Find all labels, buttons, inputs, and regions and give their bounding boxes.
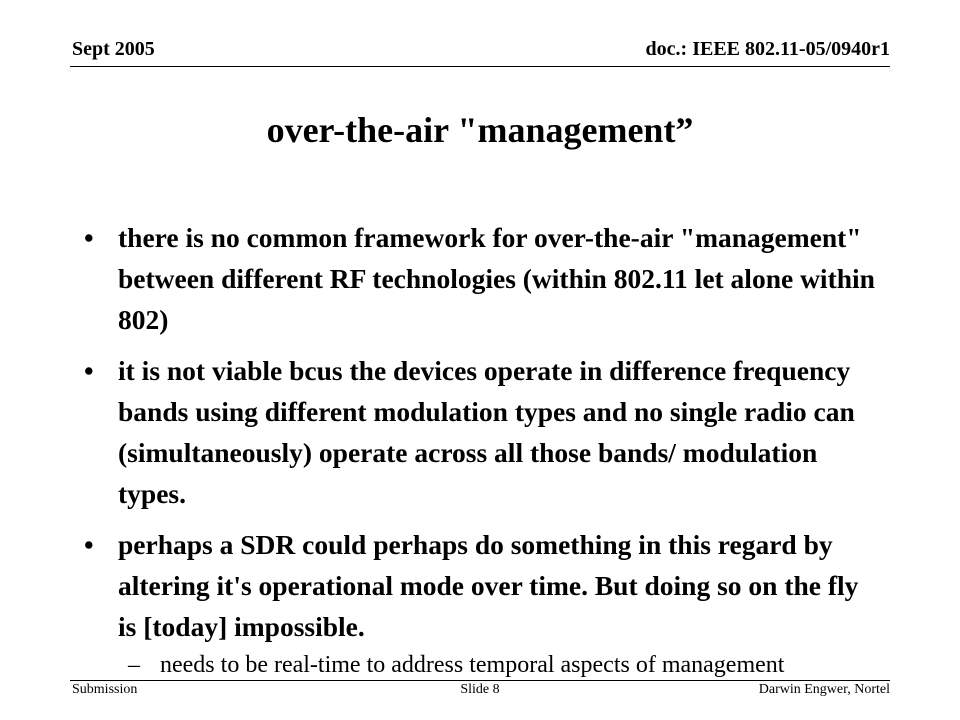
bullet-marker: •	[84, 222, 94, 253]
footer-author: Darwin Engwer, Nortel	[758, 682, 890, 697]
bullet-item	[80, 217, 880, 340]
bullet-marker: •	[84, 355, 94, 386]
bullet-text: there is no common framework for over-the-air "management" between different RF technologies (within 802.11 let alone within 802)	[118, 222, 875, 335]
header-date: Sept 2005	[72, 38, 155, 60]
bullet-list	[80, 217, 880, 681]
footer-submission: Submission	[72, 682, 138, 697]
sub-bullet-text: needs to be real-time to address temporal aspects of management	[160, 652, 785, 678]
footer-slide-number: Slide 8	[460, 682, 500, 697]
bullet-text: it is not viable bcus the devices operate in difference frequency bands using different modulation types and no single radio can (simultaneously) operate across all those bands/ modulation types.	[118, 355, 855, 509]
sub-bullet-item	[80, 649, 880, 681]
bullet-item	[80, 524, 880, 647]
header-divider	[70, 66, 890, 67]
sub-bullet-marker: –	[128, 652, 140, 678]
bullet-item	[80, 350, 880, 514]
header-doc-id: doc.: IEEE 802.11-05/0940r1	[645, 38, 890, 60]
slide-title: over-the-air "management”	[266, 110, 694, 150]
bullet-marker: •	[84, 529, 94, 560]
bullet-text: perhaps a SDR could perhaps do something in this regard by altering it's operational mode over time. But doing so on the fly is [today] impossible.	[118, 529, 859, 642]
